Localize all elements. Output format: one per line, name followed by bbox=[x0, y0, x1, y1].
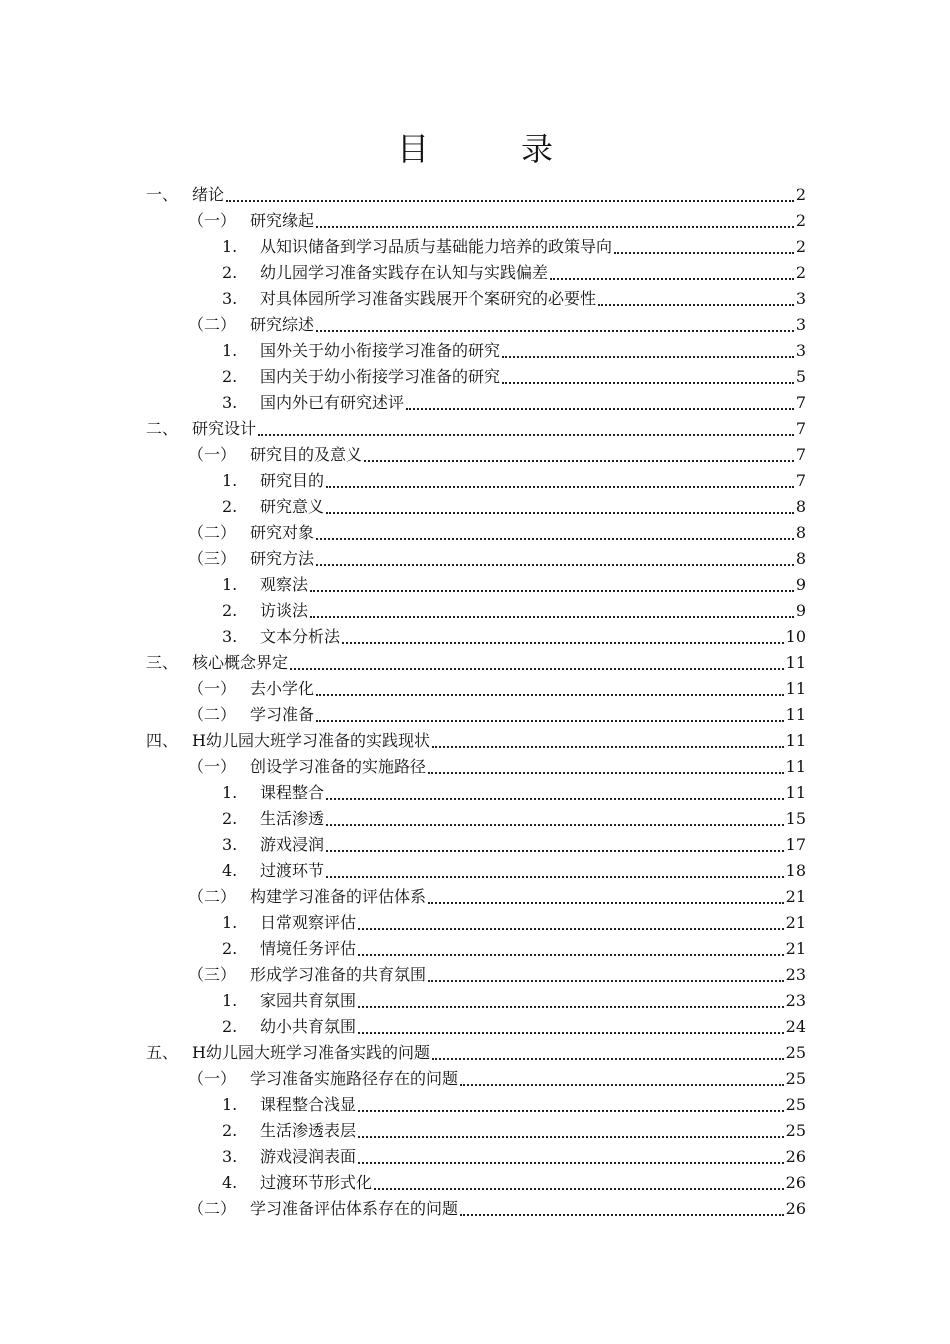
toc-leader-dots bbox=[316, 330, 794, 332]
toc-entry-page: 18 bbox=[785, 861, 806, 880]
toc-entry-text: 日常观察评估 bbox=[260, 913, 357, 932]
toc-entry[interactable] bbox=[146, 650, 806, 676]
toc-entry-number: 二、 bbox=[146, 419, 179, 438]
toc-entry-page: 23 bbox=[785, 965, 806, 984]
toc-entry-number: 1. bbox=[222, 237, 238, 256]
toc-leader-dots bbox=[358, 1110, 784, 1112]
toc-leader-dots bbox=[326, 824, 784, 826]
toc-entry-number: 4. bbox=[222, 1173, 238, 1192]
toc-entry-page: 26 bbox=[785, 1199, 806, 1218]
toc-leader-dots bbox=[342, 642, 784, 644]
toc-entry-text: 幼儿园学习准备实践存在认知与实践偏差 bbox=[260, 263, 549, 282]
toc-leader-dots bbox=[502, 356, 794, 358]
toc-entry-text: 家园共育氛围 bbox=[260, 991, 357, 1010]
toc-entry[interactable] bbox=[222, 234, 806, 260]
toc-entry-page: 2 bbox=[795, 211, 806, 230]
toc-entry-number: （一） bbox=[188, 679, 237, 698]
toc-entry-text: 学习准备评估体系存在的问题 bbox=[250, 1199, 459, 1218]
toc-leader-dots bbox=[316, 226, 794, 228]
toc-leader-dots bbox=[428, 772, 784, 774]
toc-leader-dots bbox=[358, 928, 784, 930]
toc-entry-number: 3. bbox=[222, 835, 238, 854]
toc-entry-number: 五、 bbox=[146, 1043, 179, 1062]
toc-entry-text: 研究设计 bbox=[192, 419, 257, 438]
toc-entry-number: 1. bbox=[222, 341, 238, 360]
toc-entry-page: 25 bbox=[785, 1043, 806, 1062]
toc-entry-text: 对具体园所学习准备实践展开个案研究的必要性 bbox=[260, 289, 597, 308]
toc-entry-text: H幼儿园大班学习准备的实践现状 bbox=[192, 731, 430, 750]
toc-entry[interactable] bbox=[222, 1014, 806, 1040]
toc-entry-number: 1. bbox=[222, 913, 238, 932]
toc-entry-page: 7 bbox=[795, 393, 806, 412]
toc-entry-number: 2. bbox=[222, 939, 238, 958]
toc-entry-page: 5 bbox=[795, 367, 806, 386]
toc-entry-page: 23 bbox=[785, 991, 806, 1010]
toc-entry[interactable] bbox=[188, 962, 806, 988]
toc-entry-number: 1. bbox=[222, 575, 238, 594]
toc-entry-page: 3 bbox=[795, 341, 806, 360]
toc-entry-number: （二） bbox=[188, 705, 237, 724]
toc-entry-page: 25 bbox=[785, 1069, 806, 1088]
toc-leader-dots bbox=[614, 252, 794, 254]
toc-entry-number: （三） bbox=[188, 965, 237, 984]
toc-entry-text: 游戏浸润表面 bbox=[260, 1147, 357, 1166]
toc-leader-dots bbox=[358, 1162, 784, 1164]
toc-entry-page: 8 bbox=[795, 497, 806, 516]
toc-entry-text: 学习准备 bbox=[250, 705, 315, 724]
toc-entry-page: 8 bbox=[795, 523, 806, 542]
toc-entry-page: 26 bbox=[785, 1173, 806, 1192]
toc-entry-number: 1. bbox=[222, 1095, 238, 1114]
toc-entry-page: 9 bbox=[795, 601, 806, 620]
toc-entry-text: 国内外已有研究述评 bbox=[260, 393, 405, 412]
toc-entry-page: 11 bbox=[785, 653, 806, 672]
toc-entry-text: 从知识储备到学习品质与基础能力培养的政策导向 bbox=[260, 237, 613, 256]
toc-entry-number: 3. bbox=[222, 289, 238, 308]
toc-entry[interactable] bbox=[222, 624, 806, 650]
toc-entry[interactable] bbox=[188, 1196, 806, 1222]
toc-entry-text: 研究对象 bbox=[250, 523, 315, 542]
toc-entry-text: 研究方法 bbox=[250, 549, 315, 568]
toc-entry-page: 3 bbox=[795, 289, 806, 308]
toc-entry[interactable] bbox=[188, 520, 806, 546]
toc-leader-dots bbox=[358, 1006, 784, 1008]
toc-entry-number: 2. bbox=[222, 1121, 238, 1140]
toc-entry-number: 2. bbox=[222, 1017, 238, 1036]
toc-leader-dots bbox=[358, 954, 784, 956]
toc-entry-page: 15 bbox=[785, 809, 806, 828]
toc-entry-number: 1. bbox=[222, 991, 238, 1010]
toc-entry-text: 研究缘起 bbox=[250, 211, 315, 230]
toc-title: 目 录 bbox=[396, 130, 583, 168]
toc-entry-text: 生活渗透表层 bbox=[260, 1121, 357, 1140]
toc-entry[interactable] bbox=[188, 676, 806, 702]
toc-entry-text: 情境任务评估 bbox=[260, 939, 357, 958]
toc-entry-number: （二） bbox=[188, 1199, 237, 1218]
toc-entry[interactable] bbox=[188, 884, 806, 910]
toc-entry-page: 2 bbox=[795, 237, 806, 256]
toc-entry[interactable] bbox=[222, 1170, 806, 1196]
toc-entry-page: 25 bbox=[785, 1095, 806, 1114]
toc-leader-dots bbox=[326, 876, 784, 878]
toc-leader-dots bbox=[310, 590, 794, 592]
toc-leader-dots bbox=[428, 902, 784, 904]
toc-entry-text: 过渡环节形式化 bbox=[260, 1173, 373, 1192]
toc-entry-number: （一） bbox=[188, 211, 237, 230]
toc-entry-page: 24 bbox=[785, 1017, 806, 1036]
toc-leader-dots bbox=[364, 460, 794, 462]
toc-entry[interactable] bbox=[222, 598, 806, 624]
toc-entry-number: 1. bbox=[222, 783, 238, 802]
toc-entry-number: 3. bbox=[222, 627, 238, 646]
toc-leader-dots bbox=[290, 668, 784, 670]
toc-entry-page: 11 bbox=[785, 679, 806, 698]
toc-entry[interactable] bbox=[188, 208, 806, 234]
toc-entry-number: 2. bbox=[222, 367, 238, 386]
toc-leader-dots bbox=[316, 694, 784, 696]
toc-entry-number: 1. bbox=[222, 471, 238, 490]
toc-entry-page: 26 bbox=[785, 1147, 806, 1166]
toc-leader-dots bbox=[316, 538, 794, 540]
toc-entry[interactable] bbox=[222, 260, 806, 286]
toc-entry-text: H幼儿园大班学习准备实践的问题 bbox=[192, 1043, 430, 1062]
toc-entry-page: 9 bbox=[795, 575, 806, 594]
toc-leader-dots bbox=[326, 512, 794, 514]
toc-entry[interactable] bbox=[222, 832, 806, 858]
toc-entry-text: 国外关于幼小衔接学习准备的研究 bbox=[260, 341, 501, 360]
toc-leader-dots bbox=[326, 486, 794, 488]
toc-entry-text: 课程整合浅显 bbox=[260, 1095, 357, 1114]
toc-entry[interactable] bbox=[222, 858, 806, 884]
toc-entry-number: 3. bbox=[222, 1147, 238, 1166]
toc-leader-dots bbox=[358, 1136, 784, 1138]
toc-entry-text: 绪论 bbox=[192, 185, 225, 204]
toc-entry-page: 10 bbox=[785, 627, 806, 646]
toc-leader-dots bbox=[326, 850, 784, 852]
toc-entry[interactable] bbox=[222, 780, 806, 806]
toc-entry-text: 文本分析法 bbox=[260, 627, 341, 646]
toc-entry[interactable] bbox=[222, 338, 806, 364]
toc-entry-page: 11 bbox=[785, 783, 806, 802]
toc-entry-page: 11 bbox=[785, 731, 806, 750]
toc-entry-page: 2 bbox=[795, 263, 806, 282]
toc-entry-number: 四、 bbox=[146, 731, 179, 750]
toc-leader-dots bbox=[432, 1058, 784, 1060]
toc-entry[interactable] bbox=[222, 988, 806, 1014]
toc-entry-text: 幼小共育氛围 bbox=[260, 1017, 357, 1036]
toc-entry[interactable] bbox=[222, 936, 806, 962]
toc-entry-number: 三、 bbox=[146, 653, 179, 672]
toc-entry[interactable] bbox=[222, 468, 806, 494]
toc-entry-number: （三） bbox=[188, 549, 237, 568]
toc-leader-dots bbox=[502, 382, 794, 384]
toc-entry[interactable] bbox=[146, 416, 806, 442]
toc-entry[interactable] bbox=[222, 910, 806, 936]
toc-entry-text: 创设学习准备的实施路径 bbox=[250, 757, 427, 776]
toc-leader-dots bbox=[316, 720, 784, 722]
toc-entry-page: 2 bbox=[795, 185, 806, 204]
toc-entry-page: 11 bbox=[785, 757, 806, 776]
toc-entry[interactable] bbox=[146, 728, 806, 754]
toc-entry[interactable] bbox=[146, 182, 806, 208]
toc-entry-number: （二） bbox=[188, 523, 237, 542]
toc-entry-page: 21 bbox=[785, 887, 806, 906]
toc-entry-text: 构建学习准备的评估体系 bbox=[250, 887, 427, 906]
toc-entry[interactable] bbox=[188, 442, 806, 468]
toc-entry-page: 8 bbox=[795, 549, 806, 568]
toc-entry-number: 4. bbox=[222, 861, 238, 880]
toc-leader-dots bbox=[432, 746, 784, 748]
toc-entry-text: 观察法 bbox=[260, 575, 309, 594]
toc-entry-page: 21 bbox=[785, 939, 806, 958]
toc-leader-dots bbox=[374, 1188, 784, 1190]
toc-entry-text: 研究目的及意义 bbox=[250, 445, 363, 464]
toc-entry-number: （二） bbox=[188, 315, 237, 334]
toc-entry[interactable] bbox=[222, 572, 806, 598]
toc-entry-text: 核心概念界定 bbox=[192, 653, 289, 672]
toc-leader-dots bbox=[550, 278, 794, 280]
toc-entry-text: 去小学化 bbox=[250, 679, 315, 698]
toc-entry-number: （一） bbox=[188, 445, 237, 464]
toc-leader-dots bbox=[598, 304, 794, 306]
toc-entry[interactable] bbox=[222, 364, 806, 390]
toc-entry[interactable] bbox=[222, 806, 806, 832]
toc-entry-number: 一、 bbox=[146, 185, 179, 204]
toc-leader-dots bbox=[310, 616, 794, 618]
toc-entry-text: 课程整合 bbox=[260, 783, 325, 802]
toc-leader-dots bbox=[326, 798, 784, 800]
toc-entry-text: 学习准备实施路径存在的问题 bbox=[250, 1069, 459, 1088]
toc-entry-text: 国内关于幼小衔接学习准备的研究 bbox=[260, 367, 501, 386]
toc-entry[interactable] bbox=[222, 286, 806, 312]
toc-leader-dots bbox=[428, 980, 784, 982]
toc-entry-number: （一） bbox=[188, 757, 237, 776]
toc-entry-page: 21 bbox=[785, 913, 806, 932]
toc-entry-text: 形成学习准备的共育氛围 bbox=[250, 965, 427, 984]
toc-entry-page: 17 bbox=[785, 835, 806, 854]
toc-entry-page: 25 bbox=[785, 1121, 806, 1140]
toc-entry-text: 研究目的 bbox=[260, 471, 325, 490]
toc-leader-dots bbox=[358, 1032, 784, 1034]
toc-entry-text: 访谈法 bbox=[260, 601, 309, 620]
toc-entry-text: 研究意义 bbox=[260, 497, 325, 516]
toc-entry-page: 7 bbox=[795, 445, 806, 464]
toc-entry-number: 2. bbox=[222, 601, 238, 620]
toc-entry[interactable] bbox=[222, 1144, 806, 1170]
toc-entry[interactable] bbox=[188, 1066, 806, 1092]
toc-entry-number: 2. bbox=[222, 497, 238, 516]
toc-leader-dots bbox=[406, 408, 794, 410]
toc-entry[interactable] bbox=[222, 1092, 806, 1118]
toc-leader-dots bbox=[460, 1084, 784, 1086]
toc-entry[interactable] bbox=[188, 546, 806, 572]
toc-entry-page: 11 bbox=[785, 705, 806, 724]
toc-entry-text: 游戏浸润 bbox=[260, 835, 325, 854]
toc-entry-page: 7 bbox=[795, 419, 806, 438]
toc-leader-dots bbox=[460, 1214, 784, 1216]
toc-leader-dots bbox=[316, 564, 794, 566]
toc-entry[interactable] bbox=[222, 390, 806, 416]
toc-entry-page: 3 bbox=[795, 315, 806, 334]
toc-entry-number: 3. bbox=[222, 393, 238, 412]
toc-entry[interactable] bbox=[222, 1118, 806, 1144]
toc-entry[interactable] bbox=[188, 754, 806, 780]
toc-entry-number: （二） bbox=[188, 887, 237, 906]
toc-entry-text: 生活渗透 bbox=[260, 809, 325, 828]
toc-leader-dots bbox=[258, 434, 794, 436]
toc-entry[interactable] bbox=[188, 702, 806, 728]
toc-leader-dots bbox=[226, 200, 794, 202]
toc-entry-number: （一） bbox=[188, 1069, 237, 1088]
toc-entry-number: 2. bbox=[222, 263, 238, 282]
toc-entry-text: 研究综述 bbox=[250, 315, 315, 334]
toc-entry[interactable] bbox=[222, 494, 806, 520]
toc-entry-text: 过渡环节 bbox=[260, 861, 325, 880]
toc-entry[interactable] bbox=[146, 1040, 806, 1066]
toc-entry[interactable] bbox=[188, 312, 806, 338]
toc-entry-page: 7 bbox=[795, 471, 806, 490]
toc-entry-number: 2. bbox=[222, 809, 238, 828]
